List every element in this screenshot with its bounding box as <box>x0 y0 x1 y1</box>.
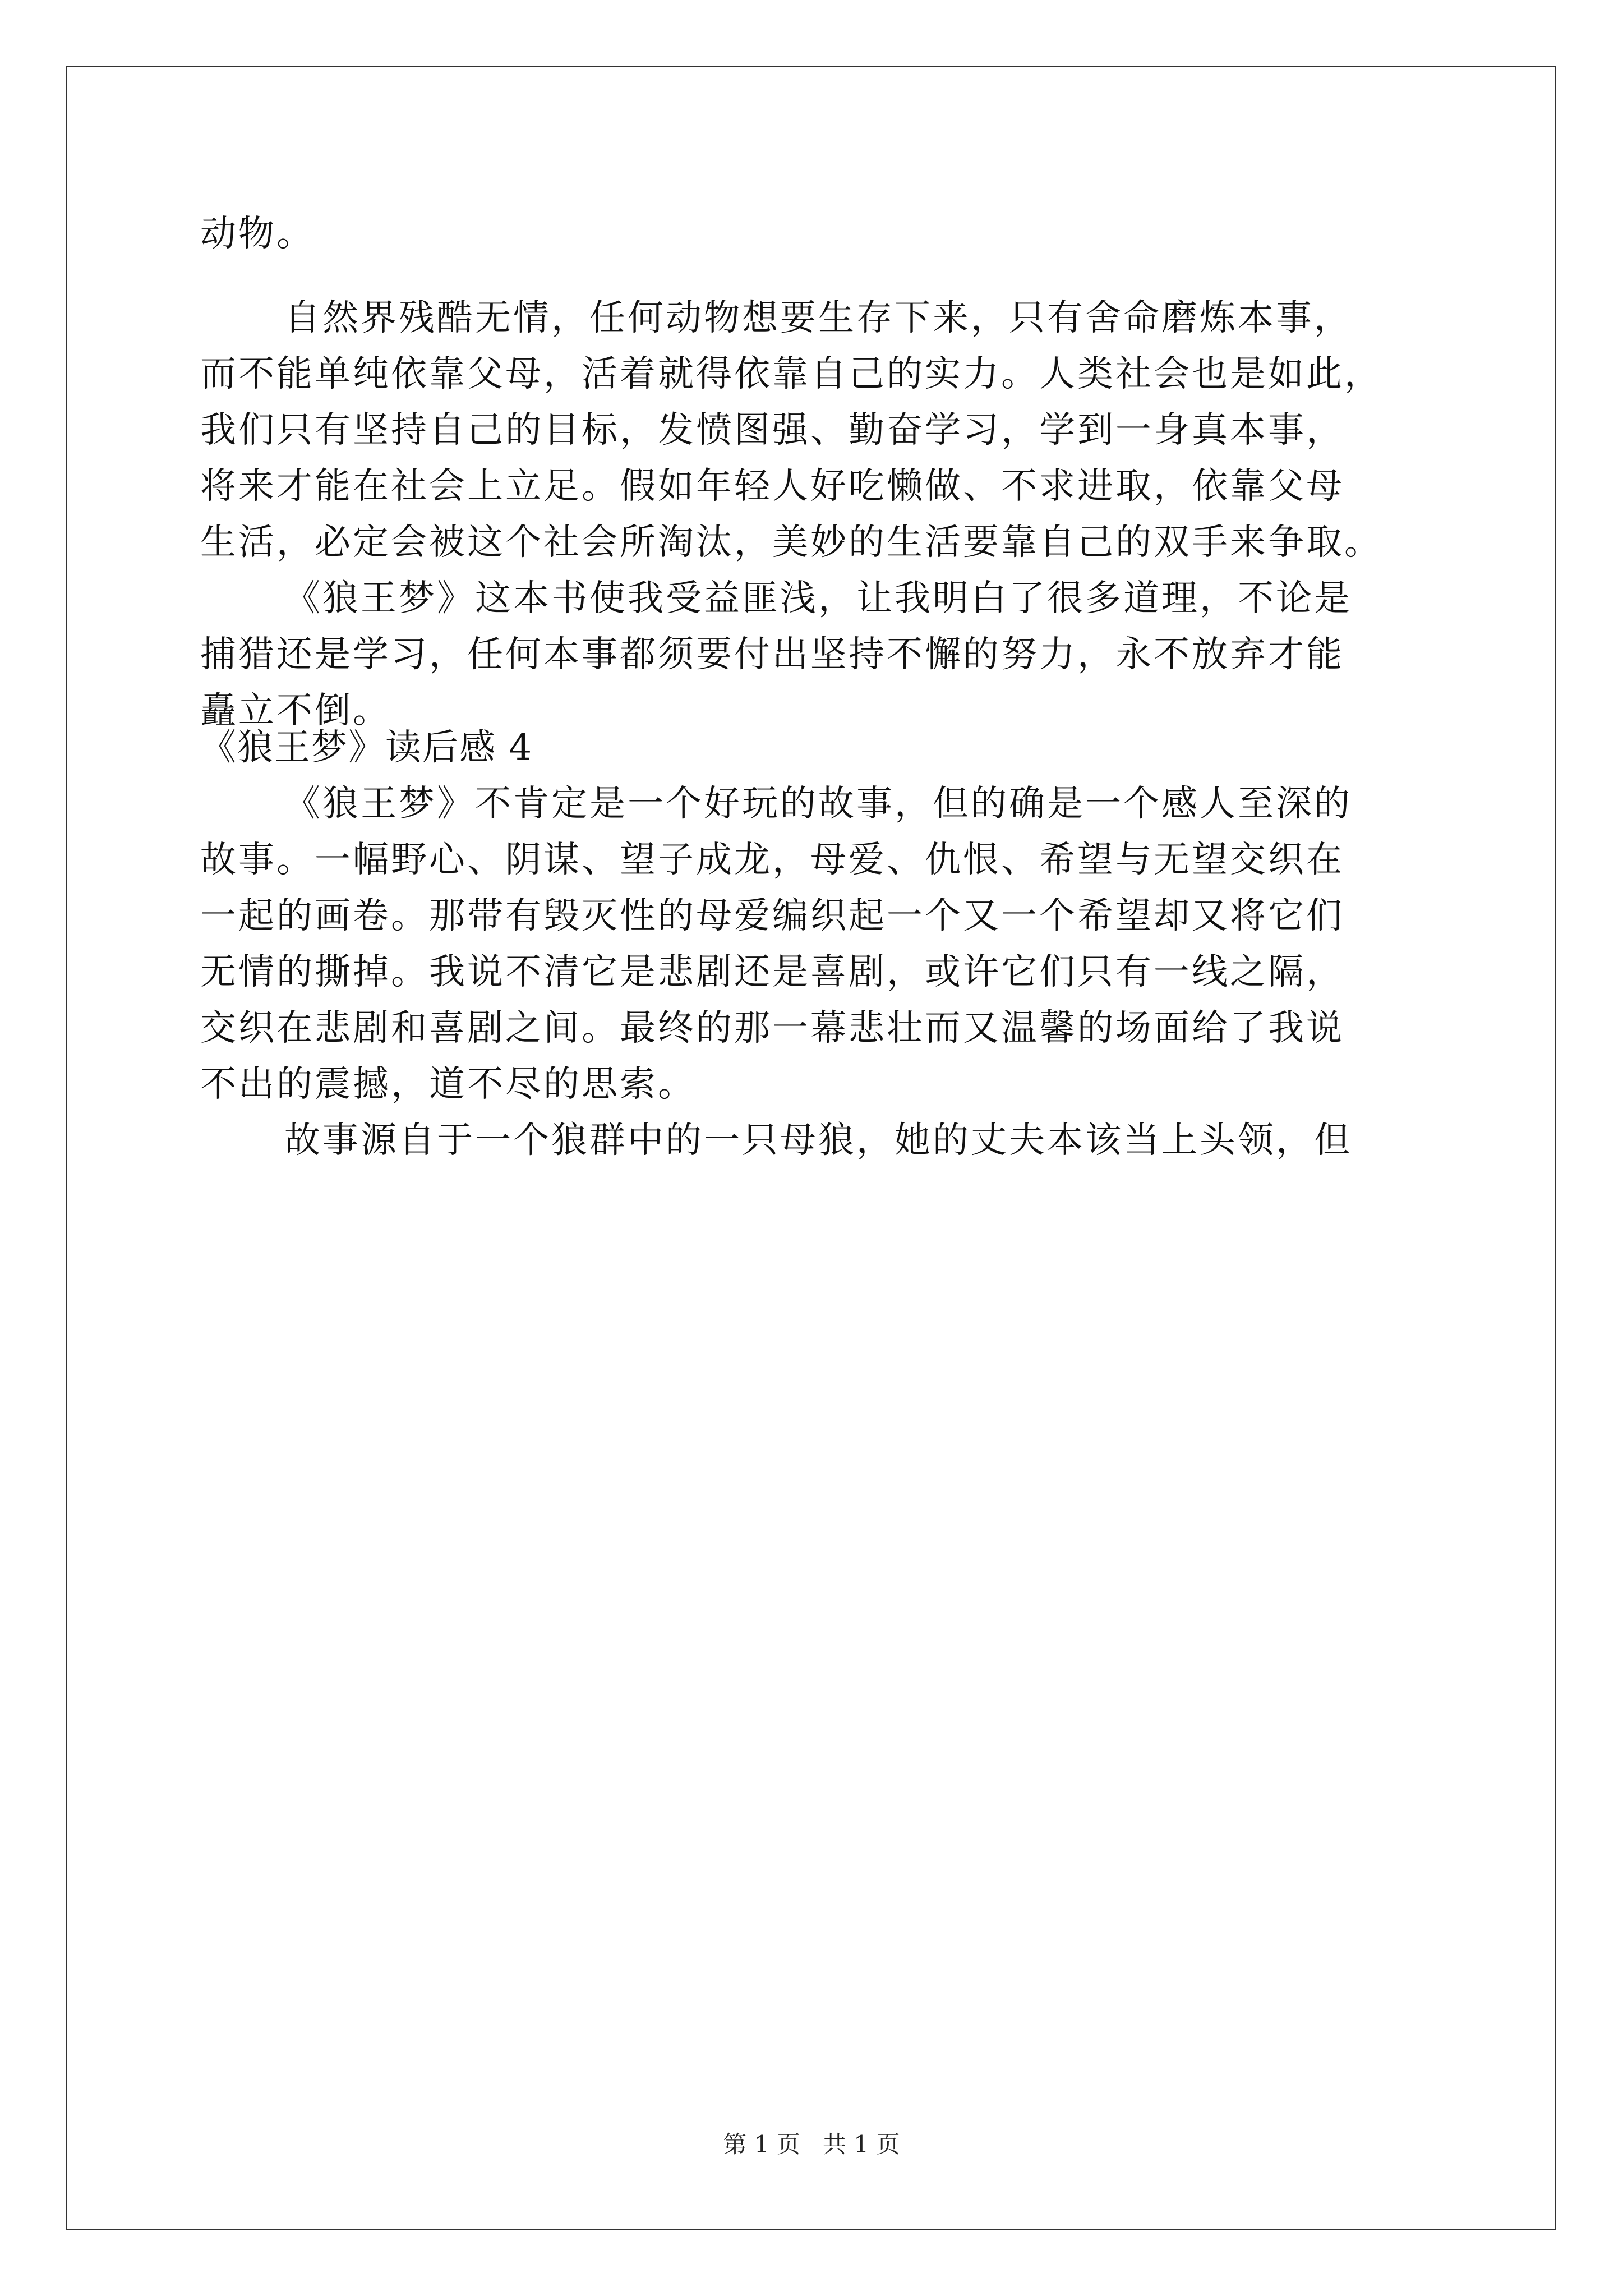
text-line: 将来才能在社会上立足。假如年轻人好吃懒做、不求进取，依靠父母 <box>200 466 1344 507</box>
text-line: 矗立不倒。 <box>200 690 391 731</box>
paragraph-start-line: 故事源自于一个狼群中的一只母狼，她的丈夫本该当上头领，但 <box>284 1120 1352 1161</box>
text-line: 无情的撕掉。我说不清它是悲剧还是喜剧，或许它们只有一线之隔， <box>200 951 1344 993</box>
text-line: 不出的震撼，道不尽的思索。 <box>200 1064 696 1105</box>
text-line: 捕猎还是学习，任何本事都须要付出坚持不懈的努力，永不放弃才能 <box>200 634 1344 675</box>
page-footer: 第 1 页 共 1 页 <box>723 2131 900 2158</box>
paragraph-start-line: 自然界残酷无情，任何动物想要生存下来，只有舍命磨炼本事， <box>284 297 1352 339</box>
section-heading: 《狼王梦》读后感 4 <box>200 727 533 769</box>
text-line: 而不能单纯依靠父母，活着就得依靠自己的实力。人类社会也是如此， <box>200 353 1382 395</box>
text-line: 一起的画卷。那带有毁灭性的母爱编织起一个又一个希望却又将它们 <box>200 895 1344 937</box>
paragraph-start-line: 《狼王梦》这本书使我受益匪浅，让我明白了很多道理，不论是 <box>284 578 1352 619</box>
text-line: 故事。一幅野心、阴谋、望子成龙，母爱、仇恨、希望与无望交织在 <box>200 839 1344 881</box>
text-line: 动物。 <box>200 213 315 255</box>
text-line: 生活，必定会被这个社会所淘汰，美妙的生活要靠自己的双手来争取。 <box>200 522 1382 563</box>
paragraph-start-line: 《狼王梦》不肯定是一个好玩的故事，但的确是一个感人至深的 <box>284 783 1352 825</box>
document-body <box>200 213 1434 1161</box>
text-line: 交织在悲剧和喜剧之间。最终的那一幕悲壮而又温馨的场面给了我说 <box>200 1007 1344 1049</box>
text-line: 我们只有坚持自己的目标，发愤图强、勤奋学习，学到一身真本事， <box>200 409 1344 451</box>
